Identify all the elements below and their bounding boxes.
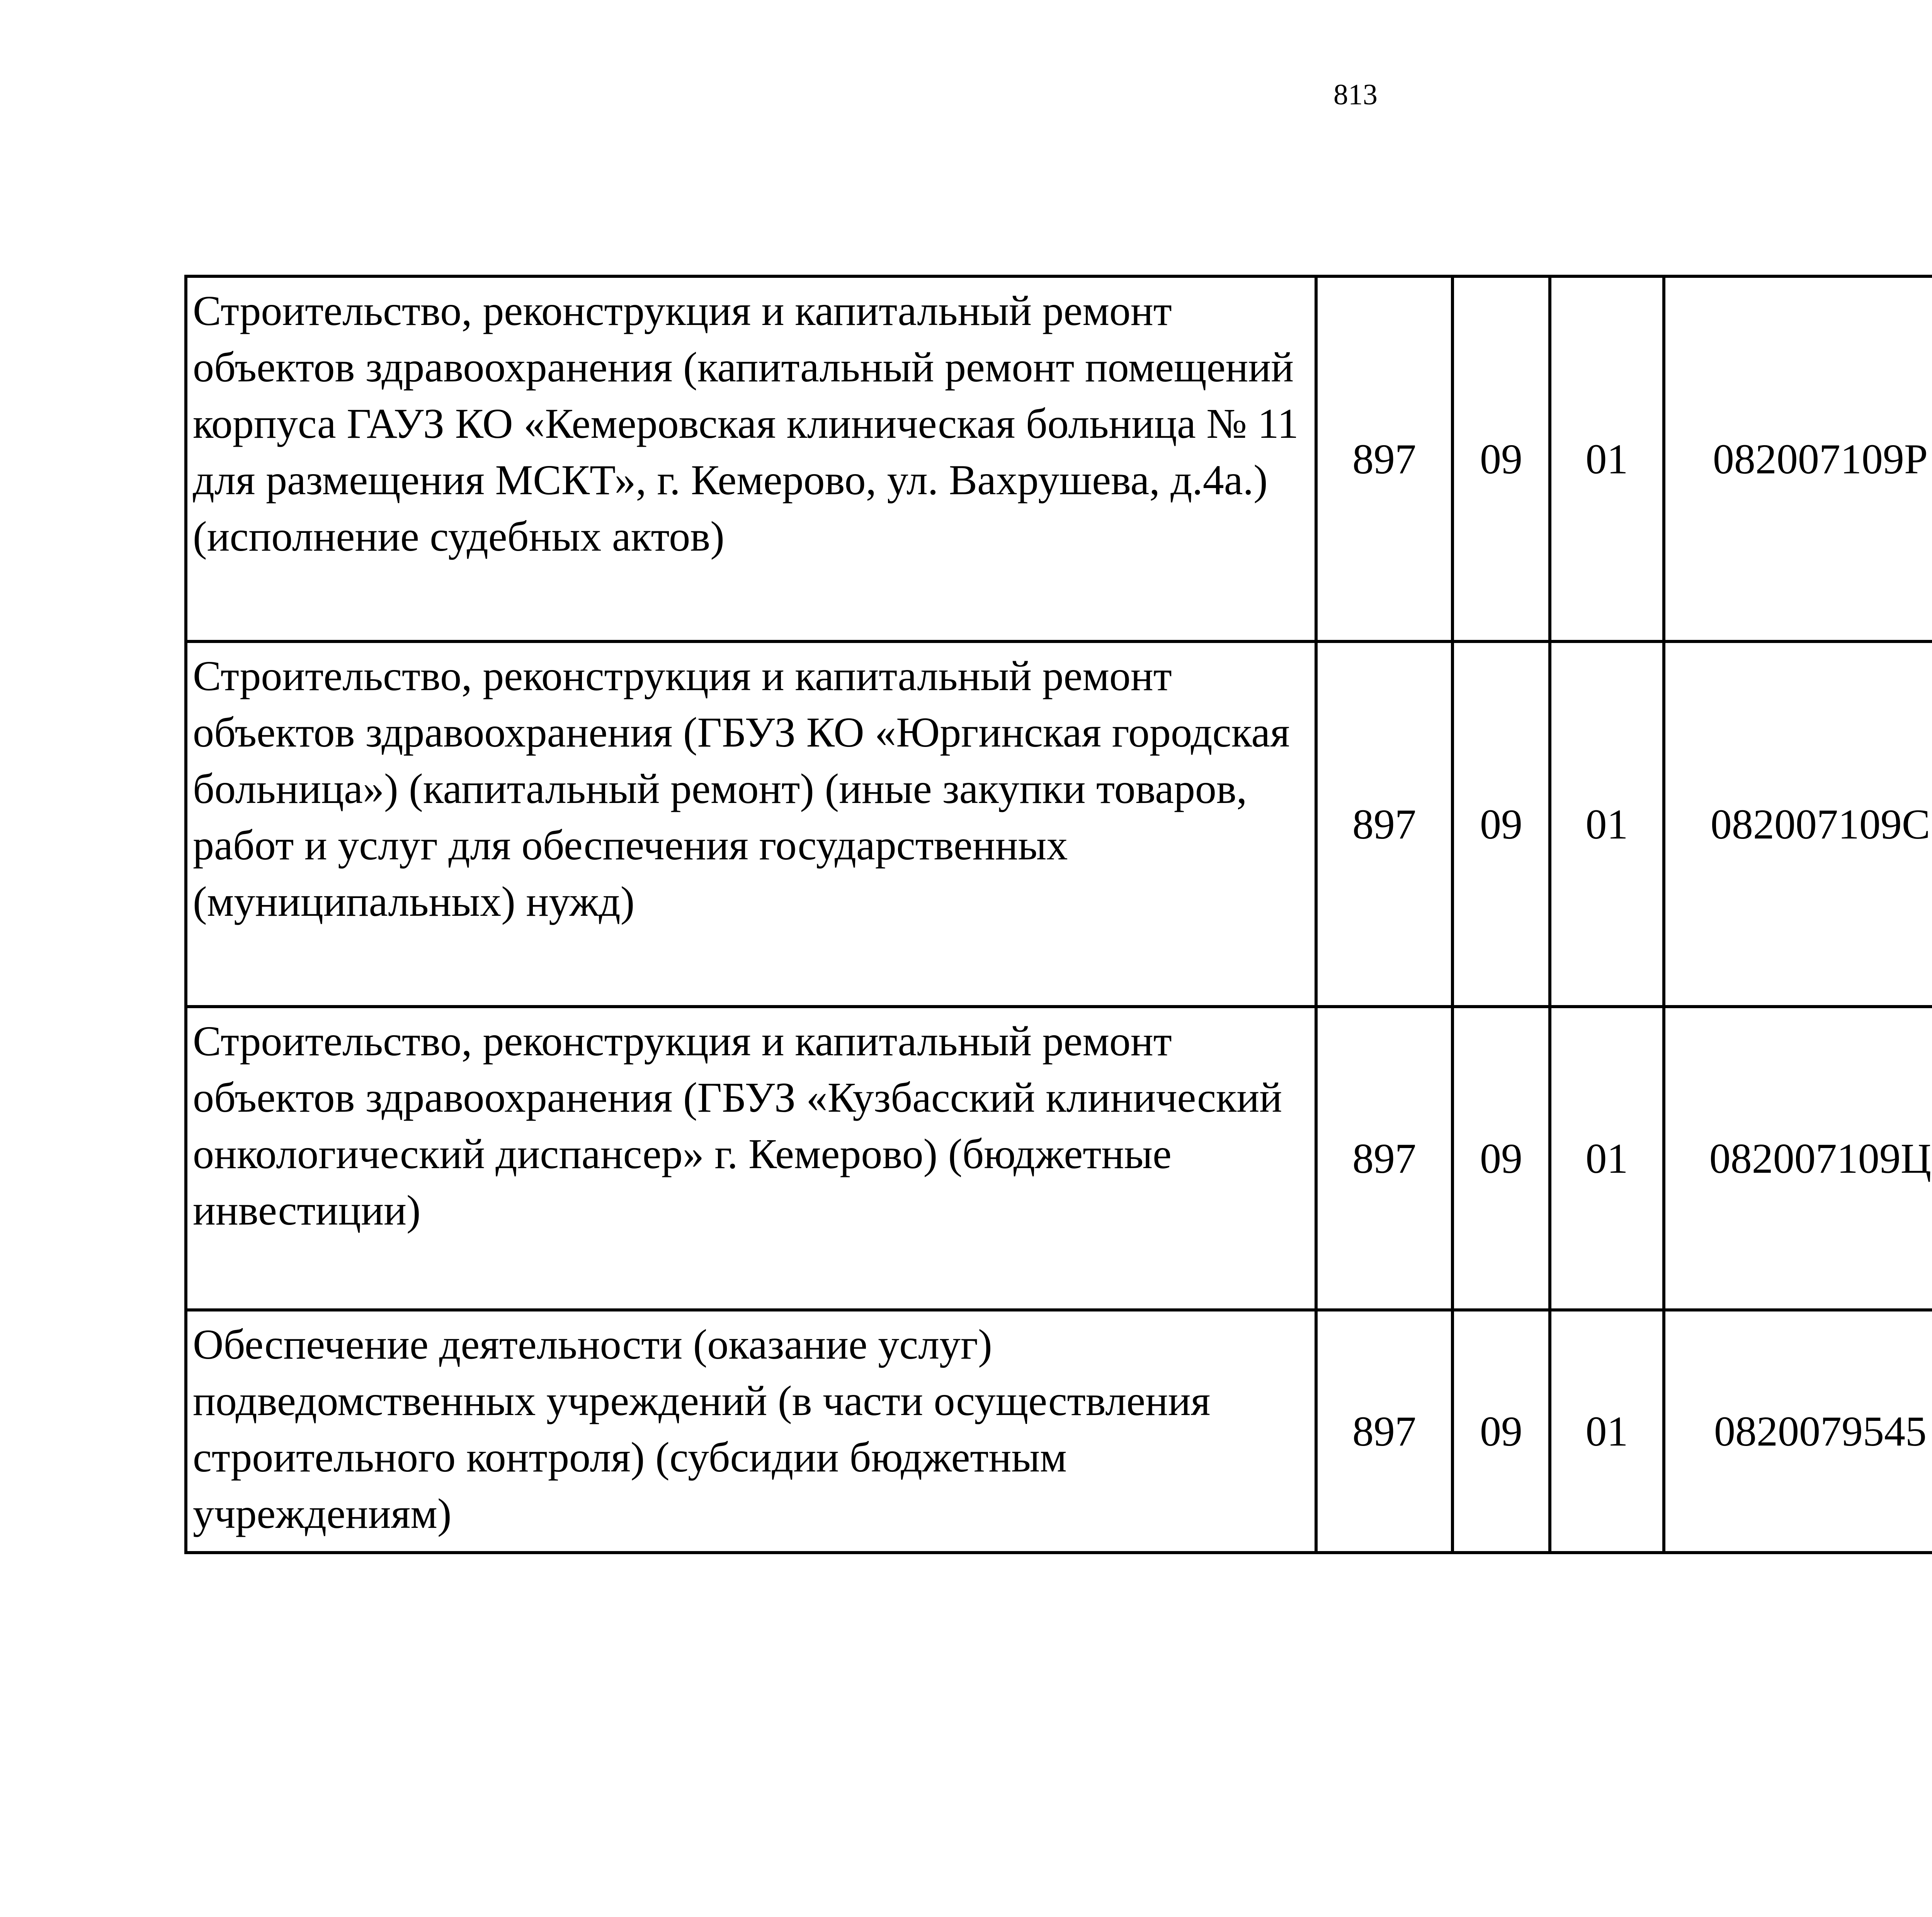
ministry-code: 897 <box>1316 641 1452 1007</box>
target-article-code: 0820079545 <box>1664 1310 1932 1553</box>
table-row <box>186 1310 1932 1553</box>
ministry-code: 897 <box>1316 1007 1452 1310</box>
row-description: Строительство, реконструкция и капитальный ремонт объектов здравоохранения (ГБУЗ КО «Юргинская городская больница») (капитальный ремонт) (иные закупки товаров, работ и услуг для обеспечения государственных (муниципальных) нужд) <box>186 641 1316 1007</box>
table-row <box>186 641 1932 1007</box>
table-row <box>186 1007 1932 1310</box>
subsection-code: 01 <box>1550 1310 1664 1553</box>
budget-table <box>184 275 1932 1554</box>
table-row <box>186 276 1932 641</box>
row-description: Строительство, реконструкция и капитальный ремонт объектов здравоохранения (капитальный ремонт помещений корпуса ГАУЗ КО «Кемеровская клиническая больница № 11 для размещения МСКТ», г. Кемерово, ул. Вахрушева, д.4а.) (исполнение судебных актов) <box>186 276 1316 641</box>
target-article-code: 082007109Р <box>1664 276 1932 641</box>
page-number: 813 <box>1333 78 1378 111</box>
row-description: Строительство, реконструкция и капитальный ремонт объектов здравоохранения (ГБУЗ «Кузбасский клинический онкологический диспансер» г. Кемерово) (бюджетные инвестиции) <box>186 1007 1316 1310</box>
target-article-code: 082007109Ц <box>1664 1007 1932 1310</box>
section-code: 09 <box>1452 1007 1550 1310</box>
section-code: 09 <box>1452 276 1550 641</box>
subsection-code: 01 <box>1550 276 1664 641</box>
row-description: Обеспечение деятельности (оказание услуг) подведомственных учреждений (в части осуществления строительного контроля) (субсидии бюджетным учреждениям) <box>186 1310 1316 1553</box>
section-code: 09 <box>1452 641 1550 1007</box>
target-article-code: 082007109С <box>1664 641 1932 1007</box>
subsection-code: 01 <box>1550 641 1664 1007</box>
ministry-code: 897 <box>1316 1310 1452 1553</box>
ministry-code: 897 <box>1316 276 1452 641</box>
subsection-code: 01 <box>1550 1007 1664 1310</box>
section-code: 09 <box>1452 1310 1550 1553</box>
